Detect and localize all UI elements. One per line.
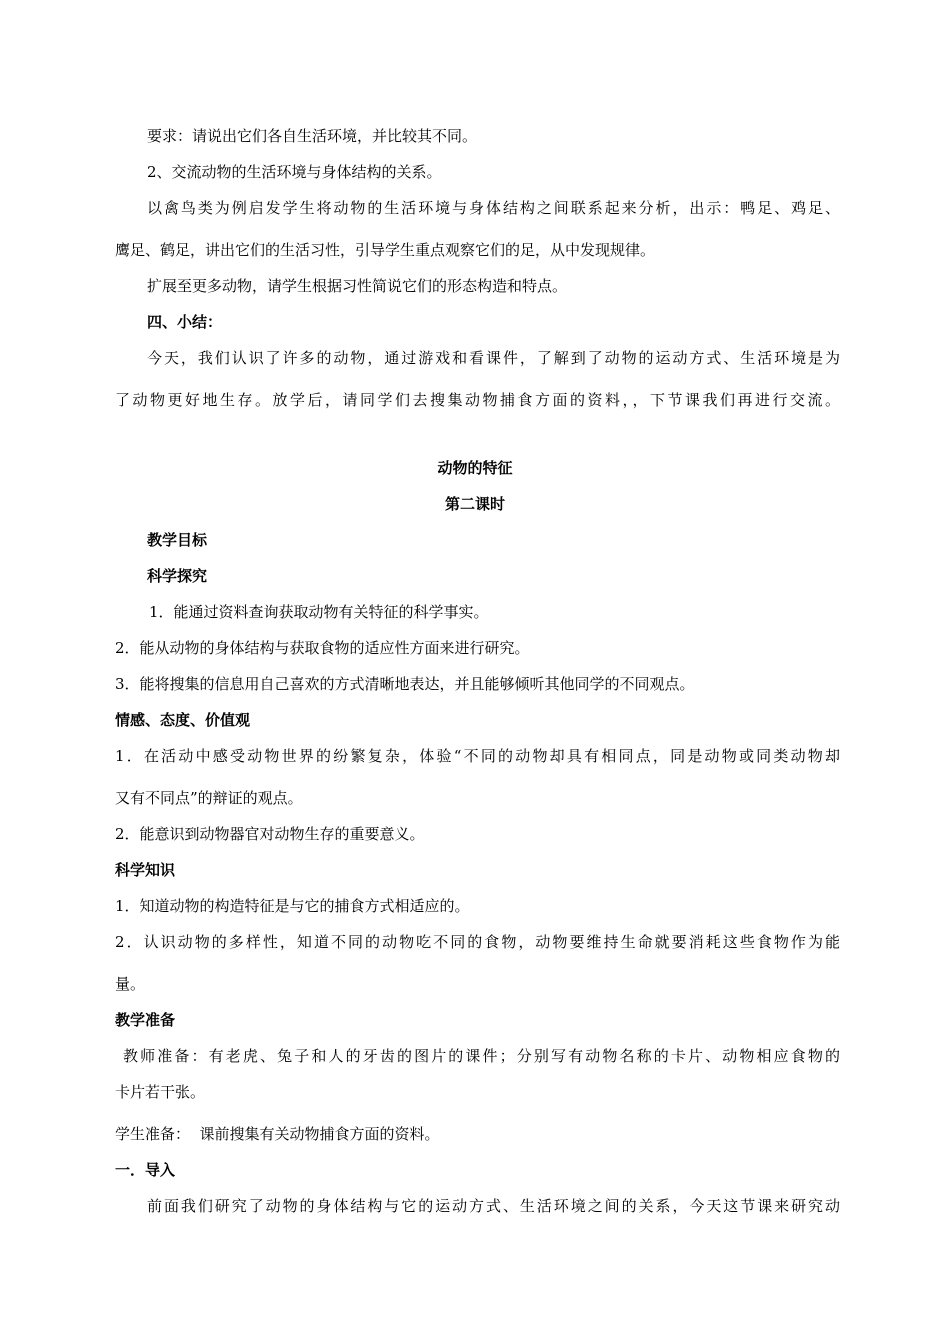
intro-paragraph-line-1: 前面我们研究了动物的身体结构与它的运动方式、生活环境之间的关系，今天这节课来研究动 — [147, 1197, 840, 1215]
inquiry-item-1: 1．能通过资料查询获取动物有关特征的科学事实。 — [149, 603, 489, 621]
knowledge-item-2-line-2: 量。 — [115, 975, 146, 993]
emotion-item-1-line-1: 1．在活动中感受动物世界的纷繁复杂，体验“不同的动物却具有相同点，同是动物或同类动物却 — [115, 747, 840, 765]
section-summary-heading: 四、小结： — [147, 313, 223, 331]
teacher-prep-line-2: 卡片若干张。 — [115, 1083, 206, 1101]
summary-line-2: 了动物更好地生存。放学后，请同学们去搜集动物捕食方面的资料，，下节课我们再进行交流。 — [115, 391, 840, 409]
lesson-title: 动物的特征 — [437, 459, 513, 477]
paragraph-birds-line-2: 鹰足、鹤足，讲出它们的生活习性，引导学生重点观察它们的足，从中发现规律。 — [115, 241, 656, 259]
emotion-attitude-heading: 情感、态度、价值观 — [115, 711, 251, 729]
section-intro-heading: 一．导入 — [115, 1161, 176, 1179]
science-knowledge-heading: 科学知识 — [115, 861, 176, 879]
science-inquiry-heading: 科学探究 — [147, 567, 208, 585]
emotion-item-1-line-2: 又有不同点”的辩证的观点。 — [115, 789, 303, 807]
teaching-goals-heading: 教学目标 — [147, 531, 208, 549]
extension-line: 扩展至更多动物，请学生根据习性简说它们的形态构造和特点。 — [147, 277, 568, 295]
student-prep-line: 学生准备： 课前搜集有关动物捕食方面的资料。 — [115, 1125, 440, 1143]
knowledge-item-1: 1．知道动物的构造特征是与它的捕食方式相适应的。 — [115, 897, 470, 915]
requirement-line: 要求：请说出它们各自生活环境，并比较其不同。 — [147, 127, 478, 145]
paragraph-birds-line-1: 以禽鸟类为例启发学生将动物的生活环境与身体结构之间联系起来分析，出示：鸭足、鸡足、 — [147, 199, 840, 217]
teaching-prep-heading: 教学准备 — [115, 1011, 176, 1029]
teacher-prep-line-1: 教师准备：有老虎、兔子和人的牙齿的图片的课件；分别写有动物名称的卡片、动物相应食物的 — [123, 1047, 840, 1065]
knowledge-item-2-line-1: 2．认识动物的多样性，知道不同的动物吃不同的食物，动物要维持生命就要消耗这些食物作为能 — [115, 933, 840, 951]
summary-line-1: 今天，我们认识了许多的动物，通过游戏和看课件，了解到了动物的运动方式、生活环境是为 — [147, 349, 840, 367]
inquiry-item-2: 2．能从动物的身体结构与获取食物的适应性方面来进行研究。 — [115, 639, 530, 657]
activity-2-line: 2、交流动物的生活环境与身体结构的关系。 — [147, 163, 442, 181]
emotion-item-2: 2．能意识到动物器官对动物生存的重要意义。 — [115, 825, 425, 843]
lesson-subtitle: 第二课时 — [444, 495, 505, 513]
inquiry-item-3: 3．能将搜集的信息用自己喜欢的方式清晰地表达，并且能够倾听其他同学的不同观点。 — [115, 675, 695, 693]
